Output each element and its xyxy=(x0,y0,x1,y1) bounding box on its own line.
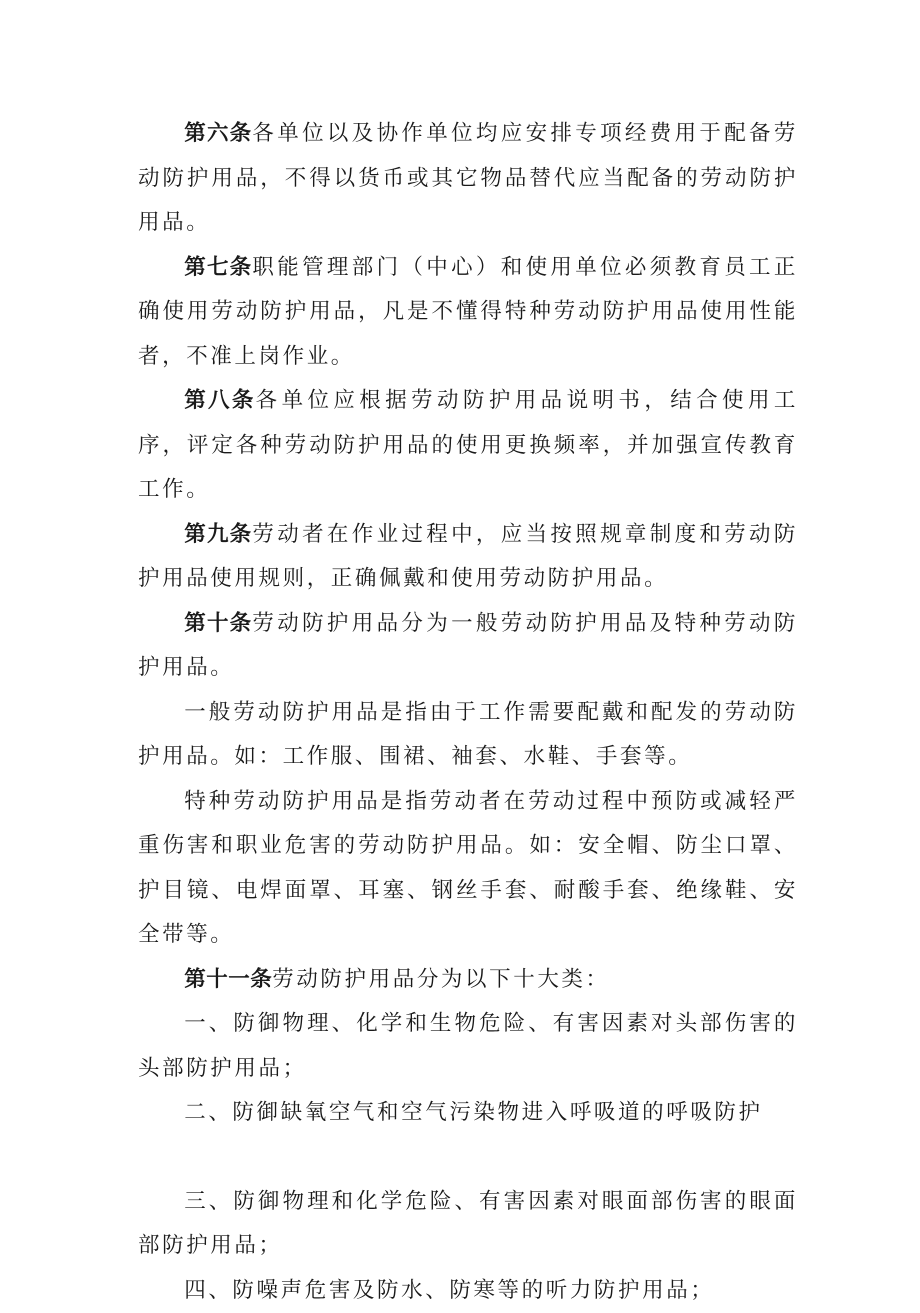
article-text: 职能管理部门（中心）和使用单位必须教育员工正确使用劳动防护用品，凡是不懂得特种劳动防护用品使用性能者，不准上岗作业。 xyxy=(138,255,798,369)
list-item-text: 三、防御物理和化学危险、有害因素对眼面部伤害的眼面部防护用品； xyxy=(138,1189,798,1259)
paragraph-article-7 xyxy=(138,246,798,380)
paragraph-text: 一般劳动防护用品是指由于工作需要配戴和配发的劳动防护用品。如：工作服、围裙、袖套、水鞋、手套等。 xyxy=(138,700,798,770)
article-number: 第八条 xyxy=(184,388,255,413)
article-number: 第十条 xyxy=(184,611,252,636)
article-number: 第七条 xyxy=(184,255,252,280)
article-text: 各单位以及协作单位均应安排专项经费用于配备劳动防护用品，不得以货币或其它物品替代应当配备的劳动防护用品。 xyxy=(138,121,798,235)
article-number: 第九条 xyxy=(184,522,252,547)
article-text: 各单位应根据劳动防护用品说明书，结合使用工序，评定各种劳动防护用品的使用更换频率，并加强宣传教育工作。 xyxy=(138,388,798,502)
paragraph-article-6 xyxy=(138,112,798,246)
document-body xyxy=(138,112,798,1313)
paragraph-text: 特种劳动防护用品是指劳动者在劳动过程中预防或减轻严重伤害和职业危害的劳动防护用品。如：安全帽、防尘口罩、护目镜、电焊面罩、耳塞、钢丝手套、耐酸手套、绝缘鞋、安全带等。 xyxy=(138,789,798,948)
article-text: 劳动者在作业过程中，应当按照规章制度和劳动防护用品使用规则，正确佩戴和使用劳动防护用品。 xyxy=(138,522,798,592)
list-item-4 xyxy=(138,1269,798,1313)
article-number: 第十一条 xyxy=(184,967,272,992)
article-text: 劳动防护用品分为以下十大类： xyxy=(272,967,609,992)
article-number: 第六条 xyxy=(184,121,252,146)
paragraph-article-11 xyxy=(138,958,798,1003)
list-item-1 xyxy=(138,1002,798,1091)
paragraph-article-8 xyxy=(138,379,798,513)
list-item-2 xyxy=(138,1091,798,1136)
list-item-text: 一、防御物理、化学和生物危险、有害因素对头部伤害的头部防护用品； xyxy=(138,1011,798,1081)
article-text: 劳动防护用品分为一般劳动防护用品及特种劳动防护用品。 xyxy=(138,611,798,681)
paragraph-general-ppe xyxy=(138,691,798,780)
list-item-3 xyxy=(138,1180,798,1269)
paragraph-article-9 xyxy=(138,513,798,602)
blank-line xyxy=(138,1136,798,1180)
list-item-text: 二、防御缺氧空气和空气污染物进入呼吸道的呼吸防护 xyxy=(184,1100,762,1125)
paragraph-special-ppe xyxy=(138,780,798,958)
list-item-text: 四、防噪声危害及防水、防寒等的听力防护用品； xyxy=(184,1278,714,1303)
paragraph-article-10 xyxy=(138,602,798,691)
